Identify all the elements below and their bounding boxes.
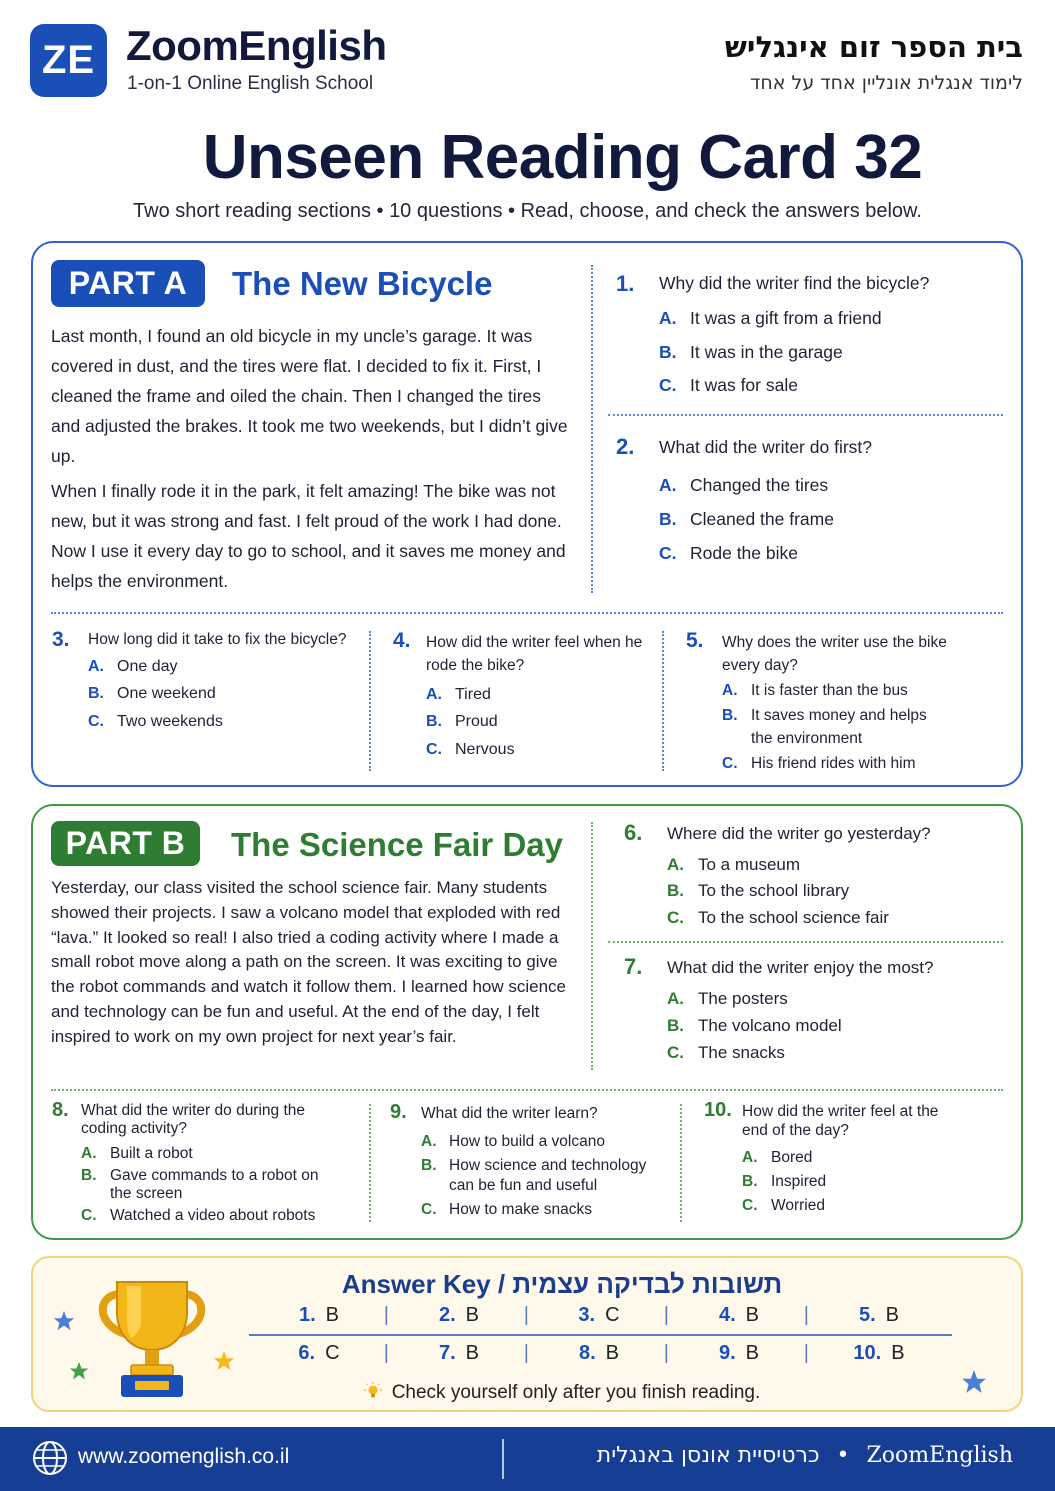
column-divider: [591, 822, 593, 1070]
logo-badge: ZE: [30, 24, 107, 97]
answer-option[interactable]: B. How science and technology can be fun and useful: [421, 1157, 647, 1194]
column-divider: [680, 1104, 682, 1222]
question-divider: [608, 414, 1003, 416]
header: [0, 0, 1055, 110]
question-text: Why does the writer use the bike every day?: [722, 634, 947, 674]
answer-key-card: [31, 1256, 1023, 1412]
answer-option[interactable]: C. His friend rides with him: [722, 755, 916, 772]
answer-item: 9. B |: [669, 1342, 809, 1365]
question-number: 8.: [52, 1099, 69, 1121]
page-subtitle: Two short reading sections • 10 questions • Read, choose, and check the answers below.: [133, 200, 922, 222]
question-number: 6.: [624, 820, 643, 845]
question-text: What did the writer do during the coding activity?: [81, 1102, 306, 1137]
answer-option[interactable]: B. The volcano model: [667, 1016, 842, 1035]
part-a-card: [31, 241, 1023, 787]
part-b-title: The Science Fair Day: [231, 826, 563, 863]
globe-icon: [32, 1440, 68, 1476]
question-9: [390, 1101, 670, 1220]
answer-option[interactable]: B. One weekend: [88, 685, 216, 702]
question-7: [624, 954, 1014, 1063]
answer-option[interactable]: C. Two weekends: [88, 713, 223, 730]
brand-name: ZoomEnglish: [126, 22, 387, 69]
question-text: How did the writer feel at the end of the day?: [742, 1103, 939, 1139]
answer-option[interactable]: A. It is faster than the bus: [722, 682, 908, 699]
answer-option[interactable]: B. Inspired: [742, 1173, 827, 1190]
question-3: [52, 628, 357, 731]
footer-divider: [502, 1439, 504, 1479]
answer-item: 8. B |: [529, 1342, 669, 1365]
answer-option[interactable]: A. The posters: [667, 989, 788, 1008]
answer-option[interactable]: A. Tired: [426, 686, 491, 703]
question-number: 3.: [52, 628, 70, 651]
answer-option[interactable]: A. Bored: [742, 1149, 813, 1166]
page-title: Unseen Reading Card 32: [202, 123, 923, 192]
section-divider: [51, 1089, 1003, 1091]
question-8: [52, 1099, 352, 1225]
star-icon: [213, 1350, 235, 1372]
answer-option[interactable]: A. It was a gift from a friend: [659, 308, 882, 328]
answer-option[interactable]: B. To the school library: [667, 881, 850, 900]
question-text: How did the writer feel when he rode the bike?: [426, 634, 643, 674]
answer-key-note: [33, 1382, 1021, 1404]
question-number: 7.: [624, 954, 643, 979]
answer-row: [249, 1304, 949, 1327]
answer-option[interactable]: A. Built a robot: [81, 1145, 193, 1162]
answer-item: 7. B |: [389, 1342, 529, 1365]
footer-hebrew: כרטיסיית אונסן באנגלית: [596, 1443, 820, 1468]
answer-option[interactable]: B. Gave commands to a robot on the screen: [81, 1167, 319, 1202]
question-text: Why did the writer find the bicycle?: [659, 273, 930, 293]
question-text: Where did the writer go yesterday?: [667, 824, 931, 843]
answer-option[interactable]: A. One day: [88, 658, 178, 675]
answer-option[interactable]: C. How to make snacks: [421, 1201, 592, 1218]
hebrew-tagline: לימוד אנגלית אונליין אחד על אחד: [750, 72, 1023, 94]
column-divider: [591, 265, 593, 593]
answer-option[interactable]: C. Worried: [742, 1197, 825, 1214]
star-icon: [53, 1310, 75, 1332]
footer-brand: [597, 1443, 1013, 1468]
lightbulb-icon: [364, 1382, 382, 1400]
answer-item: 4. B |: [669, 1304, 809, 1327]
part-b-card: [31, 804, 1023, 1240]
part-a-badge: PART A: [51, 260, 205, 307]
website-link[interactable]: www.zoomenglish.co.il: [78, 1445, 290, 1468]
answer-option[interactable]: C. Rode the bike: [659, 543, 798, 563]
question-4: [393, 631, 655, 761]
section-divider: [51, 612, 1003, 614]
question-1: [616, 273, 1011, 396]
question-text: What did the writer enjoy the most?: [667, 958, 934, 977]
question-number: 5.: [686, 629, 704, 652]
answer-option[interactable]: C. The snacks: [667, 1043, 785, 1062]
question-number: 4.: [393, 629, 411, 652]
question-5: [686, 631, 986, 775]
answer-item: 5. B: [858, 1304, 900, 1326]
question-text: What did the writer do first?: [659, 437, 872, 457]
footer-brand-name: ZoomEnglish: [866, 1443, 1013, 1468]
answer-row: [249, 1342, 949, 1365]
answer-option[interactable]: C. It was for sale: [659, 375, 798, 395]
question-text: What did the writer learn?: [421, 1105, 598, 1122]
hebrew-school-name: בית הספר זום אינגליש: [724, 30, 1023, 64]
question-6: [624, 820, 1014, 928]
answer-option[interactable]: C. To the school science fair: [667, 908, 889, 927]
answer-option[interactable]: A. Changed the tires: [659, 475, 829, 495]
answer-option[interactable]: B. It saves money and helps the environment: [722, 707, 927, 747]
part-a-title: The New Bicycle: [232, 265, 493, 302]
question-number: 9.: [390, 1101, 407, 1123]
answer-option[interactable]: C. Nervous: [426, 741, 515, 758]
answer-item: 3. C |: [529, 1304, 669, 1327]
answer-item: 2. B |: [389, 1304, 529, 1327]
column-divider: [369, 1104, 371, 1222]
part-b-story: [51, 876, 571, 1050]
star-icon: [69, 1361, 89, 1381]
question-divider: [608, 941, 1003, 943]
story-paragraph: When I finally rode it in the park, it felt amazing! The bike was not new, but it was strong and fast. I felt proud of the work I had done. Now I use it every day to go to school, and it saves me money and helps the environment.: [51, 481, 566, 591]
answer-option[interactable]: A. How to build a volcano: [421, 1133, 605, 1150]
answer-option[interactable]: B. Cleaned the frame: [659, 509, 834, 529]
answer-divider: [249, 1334, 952, 1336]
question-number: 2.: [616, 434, 635, 459]
brand-subtitle: 1-on-1 Online English School: [127, 73, 374, 94]
story-paragraph: Yesterday, our class visited the school science fair. Many students showed their projects. I saw a volcano model that exploded with red “lava.” It looked so real! I also tried a coding activity where I made a small robot move along a path on the screen. It was exciting to give the robot commands and watch it follow them. I learned how science and technology can be fun and useful. At the end of the day, I felt inspired to work on my own project for next year’s fair.: [51, 878, 566, 1046]
question-10: [704, 1099, 1004, 1215]
part-a-story: [51, 321, 571, 596]
footer: [0, 1427, 1055, 1491]
column-divider: [662, 631, 664, 771]
answer-option[interactable]: A. To a museum: [667, 855, 801, 874]
answer-option[interactable]: B. It was in the garage: [659, 342, 843, 362]
question-2: [616, 434, 1011, 564]
question-text: How long did it take to fix the bicycle?: [88, 631, 347, 648]
column-divider: [369, 631, 371, 771]
answer-key-note-text: Check yourself only after you finish reading.: [391, 1382, 761, 1403]
question-number: 1.: [616, 271, 635, 296]
story-paragraph: Last month, I found an old bicycle in my uncle’s garage. It was covered in dust, and the tires were flat. I decided to fix it. First, I cleaned the frame and oiled the chain. Then I changed the tires and adjusted the brakes. It took me two weekends, but I didn’t give up.: [51, 326, 568, 466]
part-b-badge: PART B: [51, 821, 200, 866]
answer-item: 1. B |: [249, 1304, 389, 1327]
answer-item: 10. B: [853, 1342, 905, 1364]
answer-key-title: Answer Key / תשובות לבדיקה עצמית: [341, 1269, 783, 1299]
answer-option[interactable]: C. Watched a video about robots: [81, 1207, 316, 1224]
footer-separator: •: [836, 1443, 850, 1468]
answer-option[interactable]: B. Proud: [426, 713, 498, 730]
answer-item: 6. C |: [249, 1342, 389, 1365]
question-number: 10.: [704, 1099, 732, 1121]
